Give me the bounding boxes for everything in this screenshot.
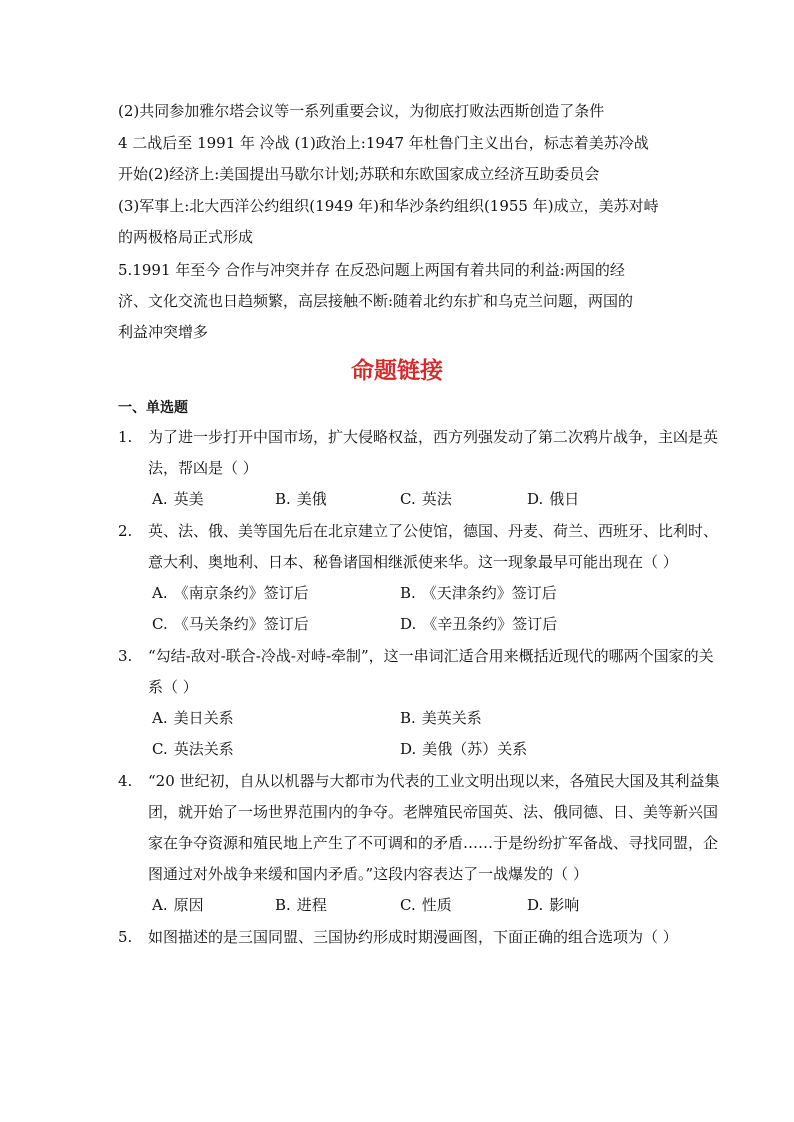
option-c	[400, 489, 452, 509]
option-letter: C.	[152, 615, 168, 633]
option-letter: D.	[527, 490, 544, 508]
option-letter: B.	[400, 584, 416, 602]
option-text: 美英关系	[421, 709, 482, 727]
question-text: 意大利、奥地利、日本、秘鲁诸国相继派使来华。这一现象最早可能出现在（ ）	[148, 553, 678, 571]
question-text: 团，就开始了一场世界范围内的争夺。老牌殖民帝国英、法、俄同德、日、美等新兴国	[148, 803, 719, 821]
option-text: 英法	[421, 490, 452, 508]
option-b	[400, 708, 482, 728]
question-text: 如图描述的是三国同盟、三国协约形成时期漫画图，下面正确的组合选项为（ ）	[148, 928, 678, 946]
question-text: 系（ ）	[148, 678, 198, 696]
intro-line: 开始(2)经济上:美国提出马歇尔计划;苏联和东欧国家成立经济互助委员会	[118, 165, 600, 183]
question-text: “勾结-敌对-联合-冷战-对峙-牵制”，这一串词汇适合用来概括近现代的哪两个国家的关	[148, 647, 714, 665]
option-a	[152, 708, 234, 728]
question-number: 5.	[118, 928, 133, 946]
question-number: 1.	[118, 428, 133, 446]
intro-line: 4 二战后至 1991 年 冷战 (1)政治上:1947 年杜鲁门主义出台，标志着美苏冷战	[118, 134, 649, 152]
option-text: 《天津条约》签订后	[421, 584, 557, 602]
option-text: 英法关系	[173, 740, 234, 758]
question-text: 家在争夺资源和殖民地上产生了不可调和的矛盾……于是纷纷扩军备战、寻找同盟，企	[148, 834, 719, 852]
option-letter: D.	[527, 896, 544, 914]
question-text: “20 世纪初，自从以机器与大都市为代表的工业文明出现以来，各殖民大国及其利益集	[148, 772, 720, 790]
option-letter: A.	[152, 709, 168, 727]
intro-line: 的两极格局正式形成	[118, 228, 254, 246]
option-text: 美俄	[296, 490, 327, 508]
option-text: 美俄（苏）关系	[422, 740, 528, 758]
option-text: 影响	[549, 896, 580, 914]
option-d	[400, 739, 527, 759]
option-b	[275, 489, 327, 509]
option-text: 《南京条约》签订后	[173, 584, 309, 602]
option-b	[400, 583, 557, 603]
option-letter: B.	[400, 709, 416, 727]
question-number: 3.	[118, 647, 133, 665]
option-b	[275, 895, 327, 915]
intro-line: 5.1991 年至今 合作与冲突并存 在反恐问题上两国有着共同的利益:两国的经	[118, 261, 625, 279]
option-letter: C.	[400, 896, 416, 914]
option-letter: D.	[400, 615, 417, 633]
option-letter: C.	[400, 490, 416, 508]
option-letter: D.	[400, 740, 417, 758]
option-a	[152, 489, 204, 509]
option-c	[152, 739, 234, 759]
question-number: 2.	[118, 522, 133, 540]
intro-line: (3)军事上:北大西洋公约组织(1949 年)和华沙条约组织(1955 年)成立，美苏对峙	[118, 197, 659, 215]
option-text: 美日关系	[173, 709, 234, 727]
option-d	[527, 895, 579, 915]
option-text: 《马关条约》签订后	[173, 615, 309, 633]
option-letter: A.	[152, 896, 168, 914]
section-title: 命题链接	[351, 358, 443, 384]
option-a	[152, 895, 204, 915]
option-letter: A.	[152, 584, 168, 602]
option-text: 进程	[296, 896, 327, 914]
question-text: 英、法、俄、美等国先后在北京建立了公使馆，德国、丹麦、荷兰、西班牙、比利时、	[148, 522, 719, 540]
question-number: 4.	[118, 772, 133, 790]
option-d	[527, 489, 579, 509]
option-letter: A.	[152, 490, 168, 508]
intro-line: 济、文化交流也日趋频繁，高层接触不断:随着北约东扩和乌克兰问题，两国的	[118, 292, 634, 310]
question-text: 图通过对外战争来缓和国内矛盾。”这段内容表达了一战爆发的（ ）	[148, 865, 588, 883]
intro-line: (2)共同参加雅尔塔会议等一系列重要会议，为彻底打败法西斯创造了条件	[118, 102, 605, 120]
option-a	[152, 583, 309, 603]
option-text: 俄日	[549, 490, 580, 508]
option-letter: C.	[152, 740, 168, 758]
option-text: 英美	[173, 490, 204, 508]
section-heading: 一、单选题	[118, 400, 188, 416]
question-text: 法，帮凶是（ ）	[148, 459, 258, 477]
option-text: 原因	[173, 896, 204, 914]
option-d	[400, 614, 557, 634]
option-letter: B.	[275, 896, 291, 914]
intro-line: 利益冲突增多	[118, 323, 209, 341]
option-text: 《辛丑条约》签订后	[422, 615, 558, 633]
option-letter: B.	[275, 490, 291, 508]
question-text: 为了进一步打开中国市场，扩大侵略权益，西方列强发动了第二次鸦片战争，主凶是英	[148, 428, 719, 446]
option-c	[152, 614, 309, 634]
option-text: 性质	[421, 896, 452, 914]
option-c	[400, 895, 452, 915]
